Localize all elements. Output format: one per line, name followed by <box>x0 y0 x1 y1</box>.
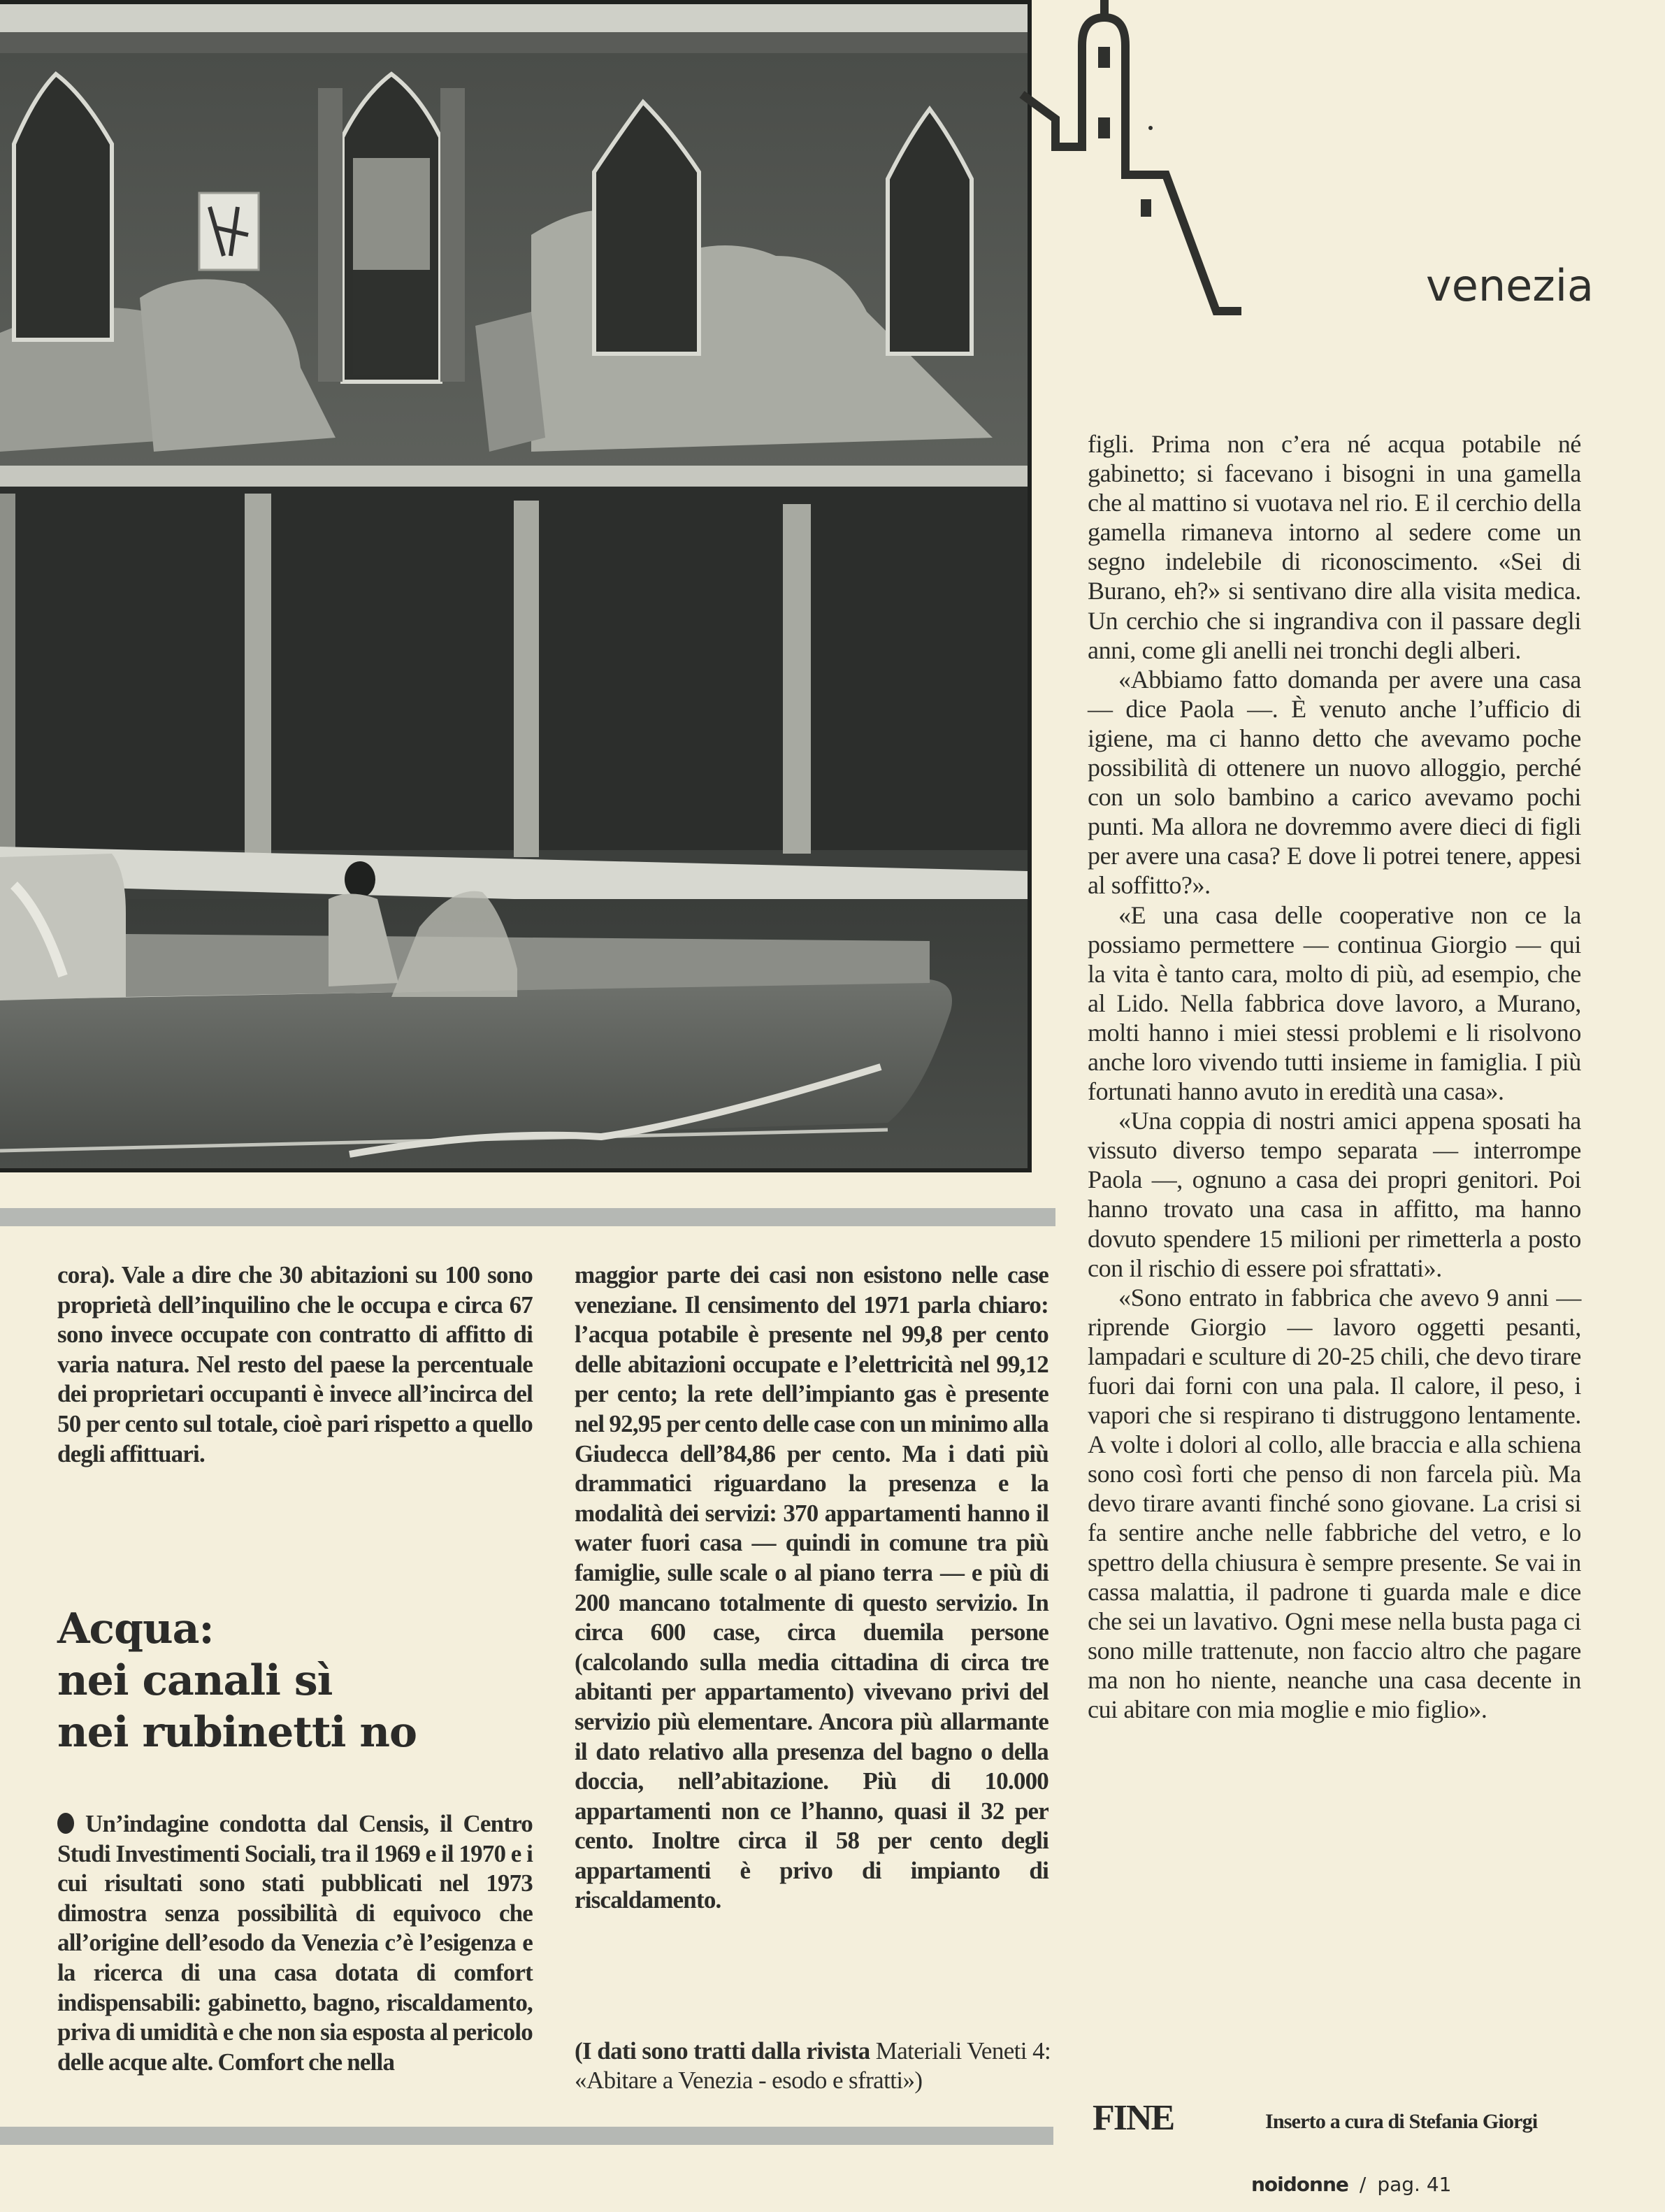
page-number: pag. 41 <box>1377 2173 1452 2196</box>
column-3 <box>1088 429 1581 1724</box>
column-2 <box>575 1261 1048 1916</box>
body-paragraph: «Una coppia di nostri amici appena sposati ha vissuto diverso tempo separata — interrompe Paola —, ognuno a casa dei propri genitori. Poi hanno trovato una casa in affitto, ma hanno dovuto spendere 15 milioni per rimetterla a posto con il rischio di essere poi sfrattati». <box>1088 1107 1581 1282</box>
subheading-line-1: Acqua: <box>57 1604 214 1653</box>
source-note <box>575 2037 1057 2095</box>
folio-separator: / <box>1359 2173 1367 2196</box>
article-photo <box>0 0 1032 1172</box>
body-paragraph: figli. Prima non c’era né acqua potabile né gabinetto; si facevano i bisogni in una gamella che al mattino si vuotava nel rio. E il cerchio della gamella rimaneva intorno al sedere come un segno indelebile di riconoscimento. «Sei di Burano, eh?» si sentivano dire alla visita medica. Un cerchio che si ingrandiva con il passare degli anni, come gli anelli nei tronchi degli alberi. <box>1088 430 1581 664</box>
top-divider-rule <box>0 1208 1055 1226</box>
bullet-icon <box>57 1813 74 1834</box>
source-note-prefix: (I dati sono tratti dalla rivista <box>575 2037 870 2064</box>
end-mark: FINE <box>1093 2098 1174 2138</box>
body-paragraph: «Sono entrato in fabbrica che avevo 9 anni — riprende Giorgio — lavoro oggetti pesanti, lampadari e sculture di 20-25 chili, che devo tirare fuori dai forni con una pala. Il calore, il peso, i vapori che si respirano ti distruggono lentamente. A volte i dolori al collo, alle braccia e alla schiena sono così forti che penso di non farcela più. Ma devo tirare avanti finché sono giovane. La crisi si fa sentire anche nelle fabbriche del vetro, e lo spettro della chiusura è sempre presente. Se vai in cassa malattia, il padrone ti guarda male e dice che sei un lavativo. Ogni mese nella busta paga ci sono mille trattenute, non faccio altro che pagare ma non ho niente, neanche una casa decente in cui abitare con mia moglie e mio figlio». <box>1088 1283 1581 1724</box>
body-paragraph: maggior parte dei casi non esistono nelle case veneziane. Il censimento del 1971 parla chiaro: l’acqua potabile è presente nel 99,8 per cento delle abitazioni occupate e l’elettricità nel 99,12 per cento; la rete dell’impianto gas è presente nel 92,95 per cento delle case con un minimo alla Giudecca dell’84,86 per cento. Ma i dati più drammatici riguardano la presenza e la modalità dei servizi: 370 appartamenti hanno il water fuori casa — quindi in comune tra più famiglie, sulle scale o al piano terra — e più di 200 mancano totalmente di questo servizio. In circa 600 case, circa duemila persone (calcolando sulla media cittadina di circa tre abitanti per appartamento) vivevano privi del servizio più elementare. Ancora più allarmante il dato relativo alla presenza del bagno o della doccia, nell’abitazione. Più di 10.000 appartamenti non ce l’hanno, quasi il 32 per cento. Inoltre circa il 58 per cento degli appartamenti è privo di impianto di riscaldamento. <box>575 1261 1048 1914</box>
column-1-continued <box>57 1809 533 2077</box>
column-1 <box>57 1261 533 1469</box>
body-paragraph: cora). Vale a dire che 30 abitazioni su 100 sono proprietà dell’inquilino che le occupa e circa 67 sono invece occupate con contratto di affitto di varia natura. Nel resto del paese la percentuale dei proprietari occupanti è invece all’incirca del 50 per cento sul totale, cioè pari rispetto a quello degli affittuari. <box>57 1261 533 1467</box>
photo-venice-canal-boat-icon <box>0 4 1028 1168</box>
page-footer <box>1251 2173 1451 2196</box>
source-note-title: Materiali Veneti 4: «Abitare a Venezia - esodo e sfratti») <box>575 2037 1051 2094</box>
bottom-divider-rule <box>0 2127 1053 2145</box>
body-paragraph: «Abbiamo fatto domanda per avere una casa — dice Paola —. È venuto anche l’ufficio di igiene, ma ci hanno detto che avevamo poche possibilità di ottenere un nuovo alloggio, perché con un solo bambino a carico avevamo pochi punti. Ma allora ne dovremmo avere dieci di figli per avere una casa? E dove li potrei tenere, appesi al soffitto?». <box>1088 665 1581 900</box>
subheading-line-2: nei canali sì <box>57 1656 333 1705</box>
magazine-name: noidonne <box>1251 2173 1348 2196</box>
author-credit: Inserto a cura di Stefania Giorgi <box>1265 2110 1538 2133</box>
subheading <box>57 1603 505 1758</box>
subheading-line-3: nei rubinetti no <box>57 1708 417 1757</box>
section-label: venezia <box>1426 260 1594 311</box>
body-paragraph: «E una casa delle cooperative non ce la possiamo permettere — continua Giorgio — qui la vita è tanto cara, molto di più, ad esempio, che al Lido. Nella fabbrica dove lavoro, a Murano, molti hanno i miei stessi problemi e li risolvono anche loro vivendo tutti insieme in famiglia. I più fortunati hanno avuto in eredità una casa». <box>1088 900 1581 1106</box>
body-paragraph: Un’indagine condotta dal Censis, il Centro Studi Investimenti Sociali, tra il 1969 e il 1970 e i cui risultati sono stati pubblicati nel 1973 dimostra senza possibilità di equivoco che all’origine dell’esodo da Venezia c’è l’esigenza e la ricerca di una casa dotata di comfort indispensabili: gabinetto, bagno, riscaldamento, priva di umidità e che non sia esposta al pericolo delle acque alte. Comfort che nella <box>57 1810 533 2076</box>
